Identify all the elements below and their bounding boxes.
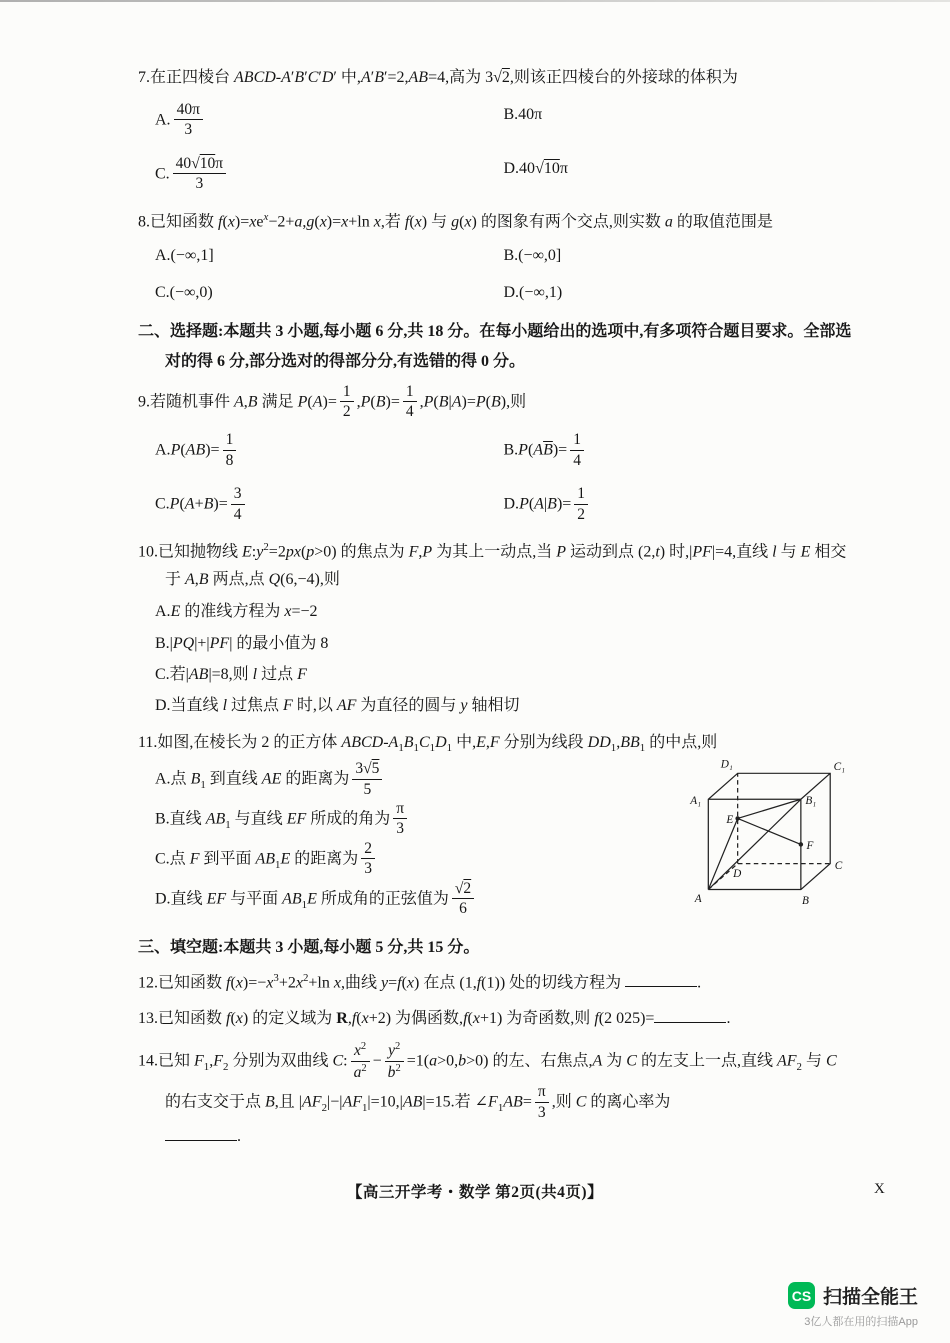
question-8 (138, 208, 852, 310)
scan-top-edge (0, 0, 950, 2)
question-7-option-b: B.40π (503, 106, 543, 123)
question-7-option-c: C. $\frac{40√10\pi}{3}$ (155, 150, 504, 200)
question-13 (138, 1005, 852, 1033)
question-9-option-a: A.P(AB)= $\frac{1}{8}$ (155, 426, 504, 476)
cube-figure (688, 758, 846, 910)
question-11-stem: 11.如图,在棱长为 2 的正方体 ABCD-$A_1B_1C_1D_1$ 中,E,F 分别为线段 $DD_1,BB_1$ 的中点,则 (138, 734, 718, 755)
page-footer: 【高三开学考・数学 第2页(共4页)】 (346, 1184, 604, 1201)
cube-label-b1: B₁ (805, 795, 817, 808)
camscanner-logo-icon: CS (788, 1282, 815, 1309)
question-7-stem: 7.在正四棱台 ABCD-A′B′C′D′ 中,A′B′=2,AB=4,高为 3√2,则该正四棱台的外接球的体积为 (138, 69, 738, 86)
question-7 (138, 64, 852, 200)
point-f-dot (799, 842, 804, 847)
cube-label-c1: C₁ (833, 761, 846, 774)
page-footer-mark: X (874, 1181, 885, 1197)
question-10-option-d: D.当直线 l 过焦点 F 时,以 AF 为直径的圆与 y 轴相切 (155, 696, 520, 714)
question-9-options (155, 426, 852, 530)
cube-label-b: B (801, 895, 809, 908)
question-8-option-a: A.(−∞,1] (155, 246, 214, 264)
question-11-option-c: C.点 F 到平面 $AB_1E$ 的距离为 $\frac{2}{3}$ (155, 840, 852, 880)
question-9-stem: 9.若随机事件 A,B 满足 P(A)= $\frac{1}{2}$ ,P(B)= $\frac{1}{4}$ ,P(B|A)=P(B),则 (138, 382, 527, 421)
question-12 (138, 969, 852, 997)
question-11 (138, 729, 852, 925)
question-11-option-b: B.直线 $AB_1$ 与直线 EF 所成的角为 $\frac{\pi}{3}$ (155, 800, 852, 840)
question-9 (138, 383, 852, 530)
question-10-stem: 10.已知抛物线 $E:y^2=2px(p>0)$ 的焦点为 F,P 为其上一动点,当 P 运动到点 (2,t) 时,|PF|=4,直线 l 与 E 相交于 A,B 两点,点 Q(6,−4),则 (138, 541, 847, 589)
question-10-option-c: C.若|AB|=8,则 l 过点 F (155, 665, 307, 683)
cube-label-f: F (806, 840, 814, 853)
question-9-option-b: $B.P(A\overline{B})=$ $\frac{1}{4}$ (504, 426, 853, 476)
exam-content (138, 64, 852, 1159)
cube-diagonals (708, 800, 801, 890)
scanner-watermark (788, 1282, 918, 1329)
question-7-option-d: D.40√10π (503, 159, 568, 177)
cube-label-a1: A₁ (690, 795, 702, 808)
question-10 (138, 538, 852, 721)
cube-label-e: E (726, 814, 734, 827)
section-2-header: 二、选择题:本题共 3 小题,每小题 6 分,共 18 分。在每小题给出的选项中,有多项符合题目要求。全部选对的得 6 分,部分选对的得部分分,有选错的得 0 分。 (138, 323, 852, 371)
question-11-option-d: D.直线 EF 与平面 $AB_1E$ 所成角的正弦值为 $\frac{√2}{6}$ (155, 880, 852, 920)
question-11-body (138, 758, 852, 925)
question-9-option-c: C.P(A+B)= $\frac{3}{4}$ (155, 480, 504, 530)
question-7-option-a: A. $\frac{40\pi}{3}$ (155, 96, 504, 146)
question-12-stem: 12.已知函数 $f(x)=-x^3+2x^2+\ln$ x,曲线 y=f(x) 在点 (1,f(1)) 处的切线方程为 . (138, 972, 702, 992)
cube-label-c: C (834, 860, 843, 873)
question-8-options (155, 240, 852, 310)
question-10-option-b: B.|PQ|+|PF| 的最小值为 8 (155, 634, 329, 652)
question-10-options (155, 596, 852, 721)
question-10-option-a: A.E 的准线方程为 x=−2 (155, 603, 318, 621)
point-e-dot (735, 817, 740, 822)
question-7-options (155, 96, 852, 200)
section-3-header: 三、填空题:本题共 3 小题,每小题 5 分,共 15 分。 (138, 939, 480, 957)
question-9-option-d: D.P(A|B)= $\frac{1}{2}$ (504, 480, 853, 530)
question-8-stem: 8.已知函数 $f(x)=xe^x-2+a,g(x)=x+\ln$ x,若 f(x) 与 g(x) 的图象有两个交点,则实数 a 的取值范围是 (138, 210, 773, 230)
question-13-stem: 13.已知函数 f(x) 的定义域为 R,f(x+2) 为偶函数,f(x+1) 为奇函数,则 f(2 025)= . (138, 1010, 731, 1028)
question-8-option-c: C.(−∞,0) (155, 283, 213, 301)
question-14 (138, 1041, 852, 1151)
question-8-option-d: D.(−∞,1) (503, 283, 563, 301)
question-8-option-b: B.(−∞,0] (503, 246, 562, 264)
cube-label-d: D (733, 868, 742, 881)
question-11-option-a: A.点 $B_1$ 到直线 AE 的距离为 $\frac{3√5}{5}$ (155, 760, 852, 800)
scanner-watermark-row (788, 1282, 918, 1309)
cube-label-d1: D₁ (720, 758, 733, 771)
scanner-app-name: 扫描全能王 (822, 1287, 918, 1308)
cube-label-a: A (694, 893, 702, 906)
scanner-app-tagline: 3亿人都在用的扫描App (804, 1316, 918, 1328)
question-14-stem: 14.已知 $F_1,F_2$ 分别为双曲线 C: $\frac{x^2}{a^2}$ − $\frac{y^2}{b^2}$ =1(a>0,b>0) 的左、右焦点,A 为 C 的左支上一点,直线 $AF_2$ 与 C 的右支交于点 B,且 $|AF_2|-|AF_1|=10,|AB|=15$.若 $\angle F_1AB=$ $\frac{\pi}{3}$ ,则 C 的离心率为 . (138, 1041, 837, 1146)
